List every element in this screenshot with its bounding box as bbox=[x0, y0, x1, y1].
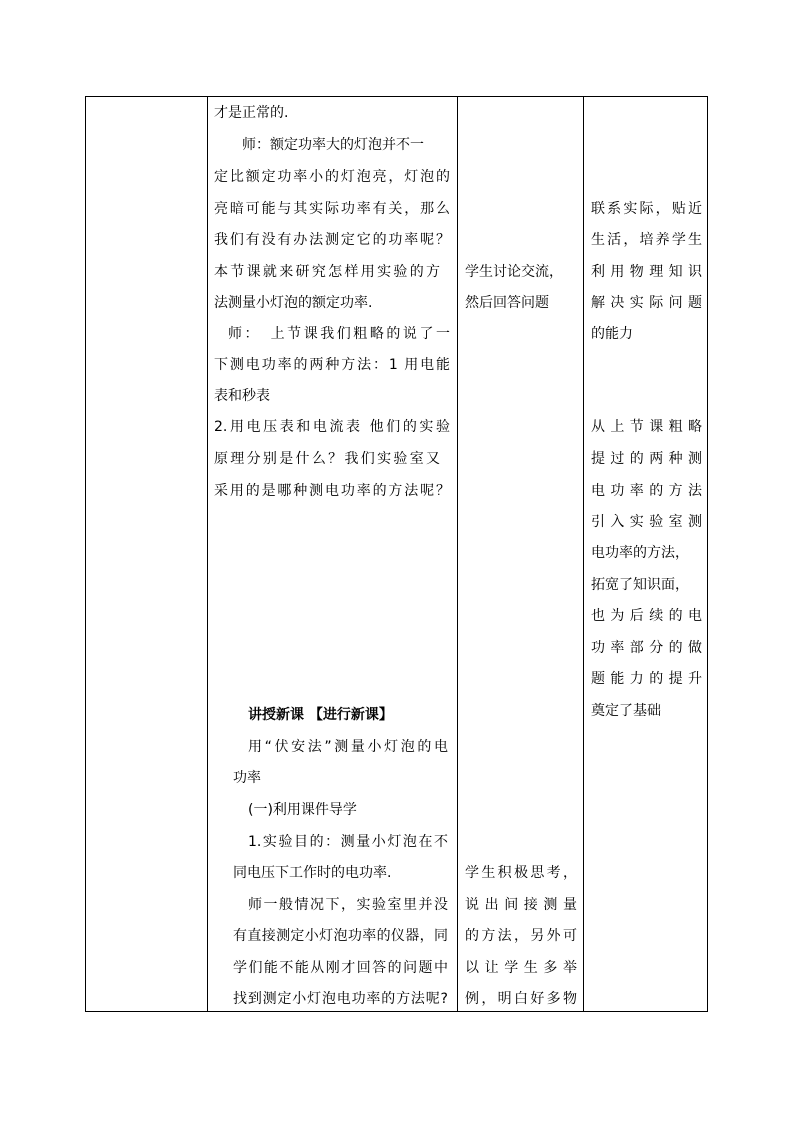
text-line: 提过的两种测 bbox=[591, 451, 702, 467]
lesson-table bbox=[85, 96, 708, 1012]
text-line: 下测电功率的两种方法：1 用电能 bbox=[214, 357, 450, 373]
text-line: 从上节课粗略 bbox=[591, 419, 702, 435]
text-line: 题能力的提升 bbox=[591, 671, 702, 687]
text-line: 学们能不能从刚才回答的问题中 bbox=[233, 960, 448, 976]
section-heading: 讲授新课 【进行新课】 bbox=[248, 707, 393, 723]
text-line: 1.实验目的：测量小灯泡在不 bbox=[248, 834, 448, 850]
text-line: 功率 bbox=[233, 770, 261, 786]
text-line: 例，明白好多物 bbox=[465, 991, 577, 1007]
text-line: 找到测定小灯泡电功率的方法呢? bbox=[233, 991, 448, 1007]
text-line: 解决实际问题 bbox=[591, 295, 702, 311]
text-line: 的方法，另外可 bbox=[465, 928, 577, 944]
teacher-activity-column bbox=[208, 97, 457, 1011]
text-line: (一)利用课件导学 bbox=[248, 802, 357, 818]
text-line: 才是正常的. bbox=[214, 105, 289, 121]
text-line: 然后回答问题 bbox=[465, 295, 549, 311]
text-line: 法测量小灯泡的额定功率. bbox=[214, 295, 373, 311]
text-line: 引入实验室测 bbox=[591, 514, 702, 530]
text-line: 同电压下工作时的电功率. bbox=[233, 865, 392, 881]
text-line: 师： 上节课我们粗略的说了一 bbox=[228, 326, 450, 342]
text-line: 生活，培养学生 bbox=[591, 232, 702, 248]
text-line: 采用的是哪种测电功率的方法呢？ bbox=[214, 483, 450, 499]
text-line: 表和秒表 bbox=[214, 388, 270, 404]
design-intent-column bbox=[584, 97, 708, 1011]
text-line: 我们有没有办法测定它的功率呢？ bbox=[214, 232, 450, 248]
text-line: 也为后续的电 bbox=[591, 608, 702, 624]
text-line: 电功率的方法， bbox=[591, 545, 689, 561]
text-line: 学生积极思考， bbox=[465, 865, 577, 881]
text-line: 本节课就来研究怎样用实验的方 bbox=[214, 264, 440, 280]
text-line: 亮暗可能与其实际功率有关，那么 bbox=[214, 201, 450, 217]
text-line: 奠定了基础 bbox=[591, 703, 661, 719]
text-line: 用“伏安法”测量小灯泡的电 bbox=[248, 739, 448, 755]
text-line: 师：额定功率大的灯泡并不一 bbox=[242, 137, 424, 153]
text-line: 利用物理知识 bbox=[591, 264, 702, 280]
text-line: 联系实际，贴近 bbox=[591, 201, 702, 217]
text-line: 有直接测定小灯泡功率的仪器，同 bbox=[233, 928, 448, 944]
text-line: 定比额定功率小的灯泡亮，灯泡的 bbox=[214, 169, 450, 185]
text-line: 电功率的方法 bbox=[591, 483, 702, 499]
text-line: 说出间接测量 bbox=[465, 897, 577, 913]
text-line: 2.用电压表和电流表 他们的实验 bbox=[214, 419, 450, 435]
text-line: 学生讨论交流， bbox=[465, 264, 563, 280]
text-line: 功率部分的做 bbox=[591, 640, 702, 656]
student-activity-column bbox=[458, 97, 583, 1011]
text-line: 原理分别是什么？我们实验室又 bbox=[214, 451, 440, 467]
text-line: 以让学生多举 bbox=[465, 960, 577, 976]
text-line: 拓宽了知识面， bbox=[591, 577, 689, 593]
col-1-empty bbox=[86, 97, 207, 1011]
text-line: 的能力 bbox=[591, 326, 633, 342]
text-line: 师一般情况下，实验室里并没 bbox=[248, 897, 448, 913]
